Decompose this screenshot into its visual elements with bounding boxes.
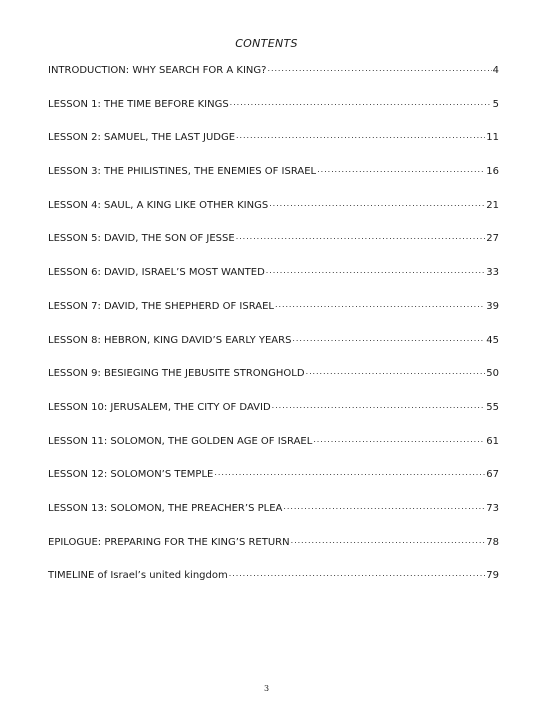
toc-entry-page: 61 — [486, 435, 499, 447]
toc-entry-page: 55 — [486, 401, 499, 413]
dot-leader — [267, 63, 491, 73]
dot-leader — [313, 434, 485, 444]
toc-entry-title: INTRODUCTION: WHY SEARCH FOR A KING? — [48, 65, 267, 76]
dot-leader — [230, 97, 492, 107]
toc-entry-page: 27 — [486, 233, 499, 245]
toc-entry-page: 79 — [486, 570, 499, 582]
dot-leader — [283, 501, 485, 511]
toc-entry[interactable] — [48, 535, 499, 569]
dot-leader — [291, 535, 486, 545]
toc-entry-title: TIMELINE of Israel’s united kingdom — [48, 570, 228, 582]
toc-entry-page: 78 — [486, 536, 499, 548]
toc-entry-page: 21 — [486, 199, 499, 211]
toc-entry[interactable] — [48, 265, 499, 299]
toc-entry-page: 5 — [492, 98, 499, 110]
dot-leader — [236, 130, 485, 140]
toc-entry[interactable] — [48, 198, 499, 232]
toc-entry-page: 50 — [486, 368, 499, 380]
toc-entry-title: LESSON 5: DAVID, THE SON OF JESSE — [48, 233, 235, 245]
toc-entry-title: LESSON 2: SAMUEL, THE LAST JUDGE — [48, 132, 236, 144]
toc-entry[interactable] — [48, 434, 499, 468]
toc-entry-page: 16 — [486, 166, 499, 178]
toc-entry-title: LESSON 11: SOLOMON, THE GOLDEN AGE OF ISRAEL — [48, 435, 313, 447]
toc-entry-page: 11 — [486, 132, 499, 144]
dot-leader — [236, 231, 486, 241]
dot-leader — [272, 400, 486, 410]
toc-entry[interactable] — [48, 400, 499, 434]
toc-entry-page: 73 — [486, 502, 499, 514]
toc-entry[interactable] — [48, 467, 499, 501]
dot-leader — [275, 299, 485, 309]
dot-leader — [229, 568, 486, 578]
toc-entry-title: LESSON 8: HEBRON, KING DAVID’S EARLY YEARS — [48, 334, 292, 346]
toc-entry[interactable] — [48, 299, 499, 333]
dot-leader — [214, 467, 485, 477]
page-number: 3 — [263, 684, 270, 693]
toc-entry-title: LESSON 3: THE PHILISTINES, THE ENEMIES OF ISRAEL — [48, 166, 317, 178]
dot-leader — [292, 333, 485, 343]
toc-list — [48, 63, 499, 602]
toc-entry[interactable] — [48, 366, 499, 400]
toc-entry-title: LESSON 1: THE TIME BEFORE KINGS — [48, 98, 229, 110]
dot-leader — [266, 265, 485, 275]
toc-entry[interactable] — [48, 333, 499, 367]
toc-entry[interactable] — [48, 130, 499, 164]
contents-heading: CONTENTS — [235, 37, 298, 50]
toc-entry-title: EPILOGUE: PREPARING FOR THE KING’S RETURN — [48, 536, 290, 548]
toc-entry-page: 67 — [486, 469, 499, 481]
dot-leader — [317, 164, 485, 174]
toc-entry-title: LESSON 12: SOLOMON’S TEMPLE — [48, 469, 214, 481]
toc-entry[interactable] — [48, 164, 499, 198]
dot-leader — [269, 198, 485, 208]
toc-entry-page: 4 — [492, 65, 499, 76]
toc-entry-title: LESSON 7: DAVID, THE SHEPHERD OF ISRAEL — [48, 300, 274, 312]
toc-entry-page: 45 — [486, 334, 499, 346]
toc-entry-page: 39 — [486, 300, 499, 312]
toc-entry-title: LESSON 9: BESIEGING THE JEBUSITE STRONGHOLD — [48, 368, 305, 380]
toc-entry[interactable] — [48, 231, 499, 265]
toc-entry-page: 33 — [486, 267, 499, 279]
toc-entry[interactable] — [48, 501, 499, 535]
toc-entry[interactable] — [48, 63, 499, 97]
dot-leader — [306, 366, 486, 376]
toc-entry[interactable] — [48, 568, 499, 602]
toc-entry-title: LESSON 4: SAUL, A KING LIKE OTHER KINGS — [48, 199, 269, 211]
toc-entry[interactable] — [48, 97, 499, 131]
toc-entry-title: LESSON 10: JERUSALEM, THE CITY OF DAVID — [48, 401, 271, 413]
toc-entry-title: LESSON 13: SOLOMON, THE PREACHER’S PLEA — [48, 502, 283, 514]
toc-entry-title: LESSON 6: DAVID, ISRAEL’S MOST WANTED — [48, 267, 265, 279]
